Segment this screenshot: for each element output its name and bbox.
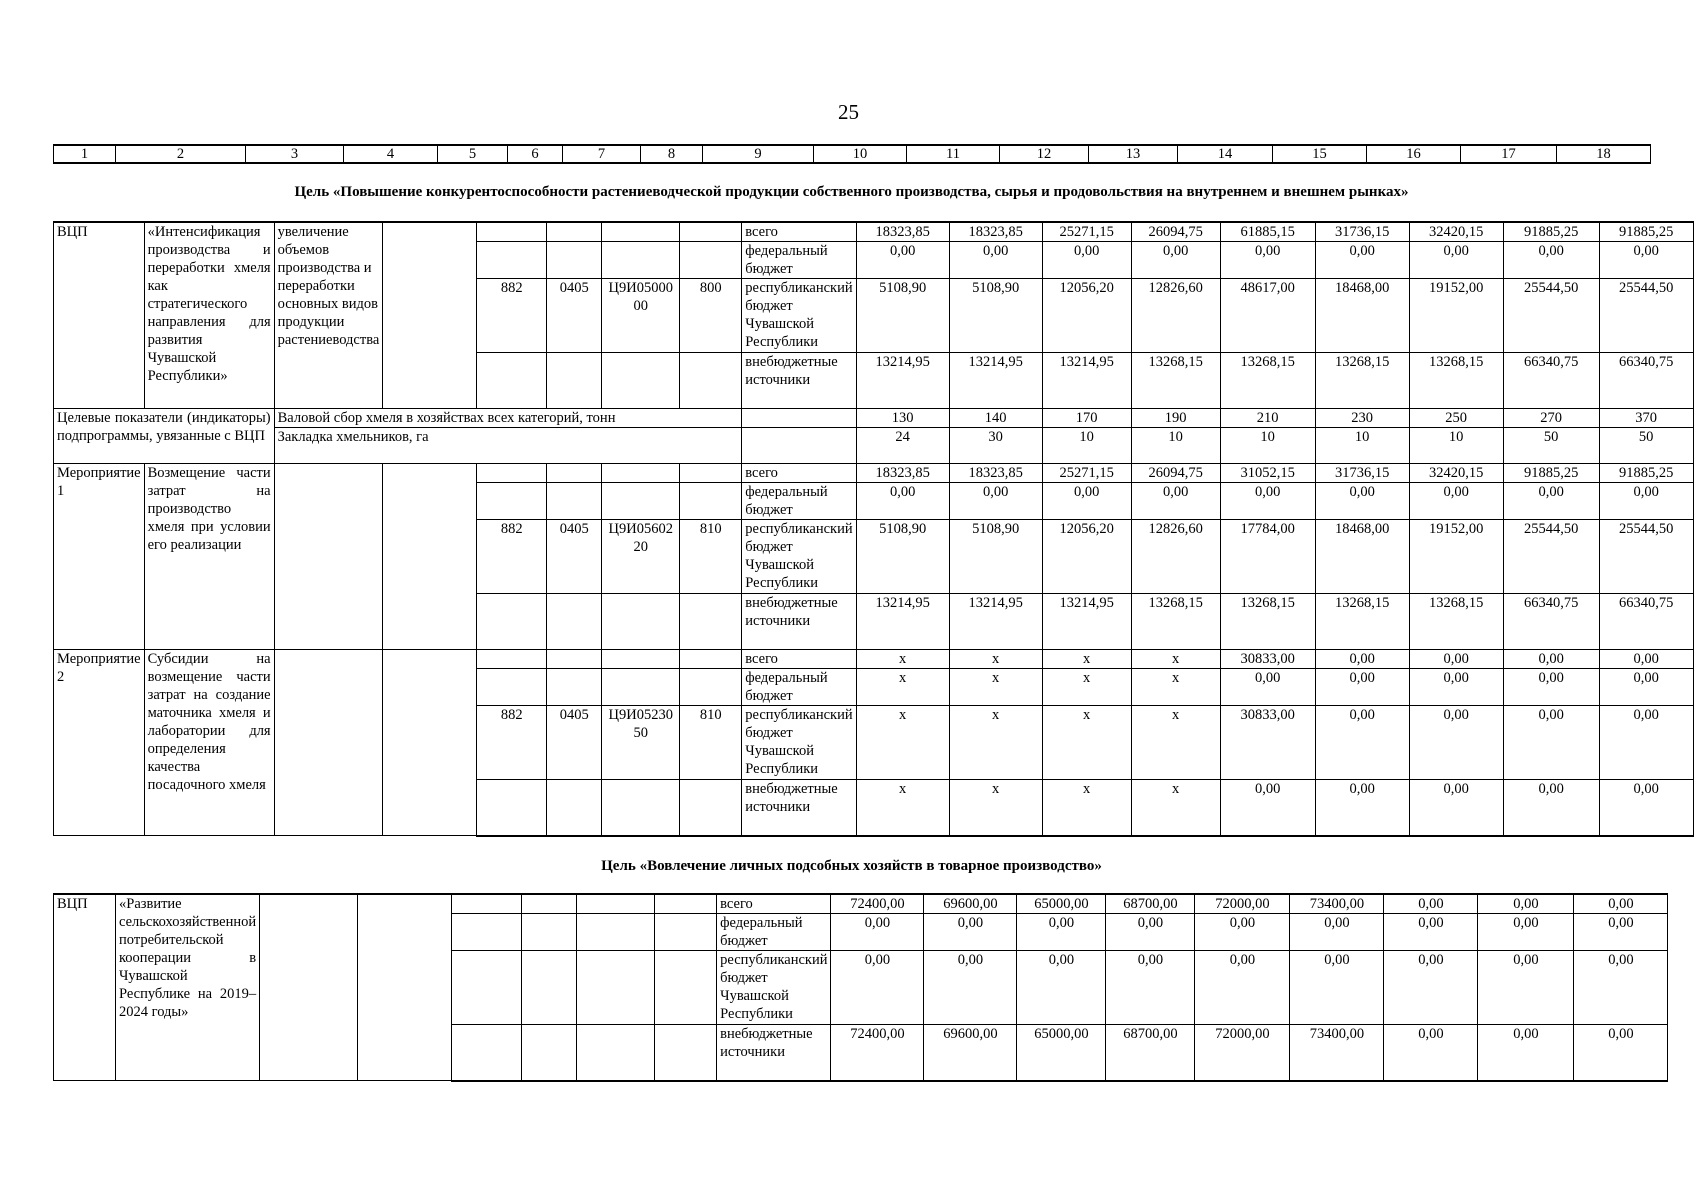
value-cell: 18323,85: [949, 464, 1042, 483]
value-cell: 19152,00: [1409, 520, 1503, 594]
value-cell: 12826,60: [1131, 520, 1220, 594]
value-cell: 0,00: [924, 914, 1017, 951]
empty-cell: [742, 428, 856, 464]
value-cell: 25271,15: [1042, 464, 1131, 483]
value-cell: 230: [1315, 409, 1409, 428]
value-cell: 13268,15: [1409, 594, 1503, 650]
code-cell: 0405: [547, 706, 602, 780]
code-cell: 0405: [547, 279, 602, 353]
column-number: 5: [438, 145, 508, 163]
source-label: республиканский бюджет Чувашской Республики: [742, 279, 856, 353]
value-cell: 32420,15: [1409, 464, 1503, 483]
empty-cell: [602, 464, 680, 483]
empty-cell: [547, 464, 602, 483]
value-cell: 0,00: [1042, 242, 1131, 279]
value-cell: 0,00: [1503, 780, 1599, 836]
value-cell: 0,00: [1315, 706, 1409, 780]
value-cell: 5108,90: [856, 279, 949, 353]
value-cell: 66340,75: [1599, 353, 1693, 409]
value-cell: 0,00: [831, 914, 924, 951]
row-name: «Развитие сельскохозяйственной потребительской кооперации в Чувашской Республике на 2019–2024 годы»: [116, 894, 260, 1081]
value-cell: 0,00: [1195, 914, 1290, 951]
value-cell: х: [1042, 780, 1131, 836]
value-cell: 18323,85: [856, 222, 949, 242]
row-kind: ВЦП: [54, 222, 145, 409]
value-cell: 25544,50: [1503, 520, 1599, 594]
value-cell: 0,00: [1503, 650, 1599, 669]
value-cell: 0,00: [1384, 951, 1478, 1025]
empty-cell: [274, 464, 383, 650]
empty-cell: [547, 222, 602, 242]
program-table-1: [53, 221, 1694, 837]
value-cell: 0,00: [1017, 951, 1106, 1025]
empty-cell: [602, 594, 680, 650]
empty-cell: [547, 780, 602, 836]
table-row: [54, 650, 1694, 669]
value-cell: 91885,25: [1503, 222, 1599, 242]
value-cell: 210: [1220, 409, 1315, 428]
empty-cell: [680, 780, 742, 836]
value-cell: 31052,15: [1220, 464, 1315, 483]
value-cell: 68700,00: [1106, 894, 1195, 914]
value-cell: 66340,75: [1503, 594, 1599, 650]
empty-cell: [602, 780, 680, 836]
value-cell: 0,00: [1315, 650, 1409, 669]
indicator-row: [54, 428, 1694, 464]
row-kind: Мероприятие 1: [54, 464, 145, 650]
value-cell: х: [949, 706, 1042, 780]
value-cell: 12826,60: [1131, 279, 1220, 353]
source-label: федеральный бюджет: [742, 669, 856, 706]
value-cell: х: [1131, 650, 1220, 669]
empty-cell: [547, 242, 602, 279]
value-cell: 0,00: [1042, 483, 1131, 520]
value-cell: 18323,85: [949, 222, 1042, 242]
value-cell: 0,00: [1290, 914, 1384, 951]
empty-cell: [680, 594, 742, 650]
value-cell: 0,00: [1131, 242, 1220, 279]
value-cell: 0,00: [1315, 483, 1409, 520]
value-cell: 26094,75: [1131, 464, 1220, 483]
value-cell: 0,00: [949, 242, 1042, 279]
value-cell: 91885,25: [1599, 464, 1693, 483]
empty-cell: [477, 353, 547, 409]
value-cell: 0,00: [1478, 914, 1574, 951]
empty-cell: [274, 650, 383, 836]
value-cell: 65000,00: [1017, 1025, 1106, 1081]
value-cell: х: [1042, 650, 1131, 669]
value-cell: 0,00: [1315, 780, 1409, 836]
value-cell: 0,00: [1220, 780, 1315, 836]
column-number: 8: [641, 145, 703, 163]
value-cell: 270: [1503, 409, 1599, 428]
value-cell: 0,00: [1574, 1025, 1668, 1081]
value-cell: 10: [1042, 428, 1131, 464]
column-number: 16: [1367, 145, 1461, 163]
value-cell: 0,00: [1599, 706, 1693, 780]
source-label: федеральный бюджет: [742, 483, 856, 520]
goal-heading-1: Цель «Повышение конкурентоспособности растениеводческой продукции собственного производства, сырья и продовольствия на внутреннем и внешнем рынках»: [294, 184, 1409, 200]
empty-cell: [477, 780, 547, 836]
value-cell: 30833,00: [1220, 706, 1315, 780]
column-number: 11: [907, 145, 1000, 163]
program-table-2: [53, 893, 1668, 1082]
column-number: 18: [1557, 145, 1651, 163]
column-number: 14: [1178, 145, 1273, 163]
value-cell: 72000,00: [1195, 894, 1290, 914]
value-cell: 0,00: [1409, 669, 1503, 706]
value-cell: х: [949, 669, 1042, 706]
value-cell: 0,00: [1384, 1025, 1478, 1081]
value-cell: 0,00: [1574, 951, 1668, 1025]
code-cell: 810: [680, 520, 742, 594]
value-cell: х: [1131, 780, 1220, 836]
code-cell: Ц9И0523050: [602, 706, 680, 780]
value-cell: 66340,75: [1599, 594, 1693, 650]
value-cell: 0,00: [1220, 242, 1315, 279]
source-label: федеральный бюджет: [742, 242, 856, 279]
row-kind: Мероприятие 2: [54, 650, 145, 836]
code-cell: 800: [680, 279, 742, 353]
value-cell: 0,00: [1409, 483, 1503, 520]
page-number: 25: [838, 100, 859, 124]
column-number: 13: [1089, 145, 1178, 163]
empty-cell: [680, 242, 742, 279]
value-cell: 0,00: [1017, 914, 1106, 951]
value-cell: 24: [856, 428, 949, 464]
value-cell: 0,00: [1478, 1025, 1574, 1081]
code-cell: 882: [477, 520, 547, 594]
empty-cell: [477, 669, 547, 706]
value-cell: 26094,75: [1131, 222, 1220, 242]
empty-cell: [602, 242, 680, 279]
column-number: 9: [703, 145, 814, 163]
value-cell: х: [1131, 706, 1220, 780]
value-cell: 48617,00: [1220, 279, 1315, 353]
empty-cell: [383, 222, 477, 409]
value-cell: 61885,15: [1220, 222, 1315, 242]
value-cell: 10: [1220, 428, 1315, 464]
value-cell: 13268,15: [1315, 594, 1409, 650]
empty-cell: [655, 894, 717, 914]
value-cell: 0,00: [1574, 914, 1668, 951]
source-label: внебюджетные источники: [742, 353, 856, 409]
value-cell: х: [856, 650, 949, 669]
empty-cell: [680, 464, 742, 483]
value-cell: 10: [1131, 428, 1220, 464]
table-row: [54, 894, 1668, 914]
value-cell: 0,00: [1503, 242, 1599, 279]
value-cell: 0,00: [1599, 242, 1693, 279]
value-cell: 65000,00: [1017, 894, 1106, 914]
empty-cell: [577, 914, 655, 951]
value-cell: 12056,20: [1042, 279, 1131, 353]
empty-cell: [680, 353, 742, 409]
value-cell: 72400,00: [831, 1025, 924, 1081]
value-cell: 0,00: [1290, 951, 1384, 1025]
empty-cell: [602, 353, 680, 409]
goal-heading-2: Цель «Вовлечение личных подсобных хозяйств в товарное производство»: [601, 858, 1102, 874]
column-number: 15: [1273, 145, 1367, 163]
value-cell: 0,00: [1503, 706, 1599, 780]
column-number: 4: [344, 145, 438, 163]
value-cell: 5108,90: [949, 279, 1042, 353]
value-cell: 0,00: [1409, 242, 1503, 279]
indicator-name: Валовой сбор хмеля в хозяйствах всех категорий, тонн: [274, 409, 742, 428]
empty-cell: [547, 650, 602, 669]
value-cell: х: [1042, 669, 1131, 706]
empty-cell: [655, 1025, 717, 1081]
value-cell: 0,00: [924, 951, 1017, 1025]
value-cell: 13268,15: [1131, 353, 1220, 409]
value-cell: 31736,15: [1315, 222, 1409, 242]
value-cell: 0,00: [1409, 780, 1503, 836]
value-cell: 0,00: [1574, 894, 1668, 914]
empty-cell: [522, 914, 577, 951]
empty-cell: [547, 594, 602, 650]
value-cell: 30833,00: [1220, 650, 1315, 669]
value-cell: 13268,15: [1409, 353, 1503, 409]
value-cell: 17784,00: [1220, 520, 1315, 594]
value-cell: 0,00: [1131, 483, 1220, 520]
row-name: Возмещение части затрат на производство хмеля при условии его реализации: [144, 464, 274, 650]
empty-cell: [577, 894, 655, 914]
value-cell: 69600,00: [924, 894, 1017, 914]
value-cell: 0,00: [1478, 951, 1574, 1025]
code-cell: 0405: [547, 520, 602, 594]
table-row: [54, 464, 1694, 483]
column-number: 1: [54, 145, 116, 163]
column-number: 12: [1000, 145, 1089, 163]
column-header-table: [53, 144, 1651, 164]
empty-cell: [383, 650, 477, 836]
value-cell: 0,00: [1315, 242, 1409, 279]
value-cell: 91885,25: [1503, 464, 1599, 483]
indicator-row: [54, 409, 1694, 428]
value-cell: 13214,95: [949, 594, 1042, 650]
column-numbers-row: [54, 145, 1651, 163]
empty-cell: [522, 1025, 577, 1081]
value-cell: 0,00: [1106, 951, 1195, 1025]
value-cell: х: [949, 780, 1042, 836]
value-cell: 12056,20: [1042, 520, 1131, 594]
source-label: республиканский бюджет Чувашской Республики: [742, 706, 856, 780]
code-cell: Ц9И0560220: [602, 520, 680, 594]
row-kind: ВЦП: [54, 894, 116, 1081]
code-cell: 810: [680, 706, 742, 780]
value-cell: 140: [949, 409, 1042, 428]
value-cell: 10: [1315, 428, 1409, 464]
table-row: [54, 222, 1694, 242]
empty-cell: [577, 1025, 655, 1081]
source-label: внебюджетные источники: [742, 780, 856, 836]
source-label: всего: [717, 894, 831, 914]
value-cell: 13214,95: [1042, 594, 1131, 650]
value-cell: 73400,00: [1290, 894, 1384, 914]
value-cell: 10: [1409, 428, 1503, 464]
value-cell: 0,00: [856, 483, 949, 520]
empty-cell: [680, 669, 742, 706]
source-label: всего: [742, 650, 856, 669]
column-number: 3: [246, 145, 344, 163]
value-cell: 32420,15: [1409, 222, 1503, 242]
value-cell: 13214,95: [856, 353, 949, 409]
value-cell: 0,00: [1384, 914, 1478, 951]
value-cell: 50: [1503, 428, 1599, 464]
empty-cell: [383, 464, 477, 650]
value-cell: 13214,95: [856, 594, 949, 650]
value-cell: 25271,15: [1042, 222, 1131, 242]
value-cell: 19152,00: [1409, 279, 1503, 353]
value-cell: х: [856, 780, 949, 836]
column-number: 7: [563, 145, 641, 163]
value-cell: 72000,00: [1195, 1025, 1290, 1081]
empty-cell: [547, 483, 602, 520]
value-cell: 73400,00: [1290, 1025, 1384, 1081]
column-number: 17: [1461, 145, 1557, 163]
value-cell: 13268,15: [1220, 594, 1315, 650]
code-cell: Ц9И0500000: [602, 279, 680, 353]
value-cell: х: [949, 650, 1042, 669]
empty-cell: [602, 483, 680, 520]
value-cell: 18468,00: [1315, 279, 1409, 353]
value-cell: 5108,90: [856, 520, 949, 594]
empty-cell: [742, 409, 856, 428]
code-cell: 882: [477, 706, 547, 780]
value-cell: х: [856, 669, 949, 706]
empty-cell: [452, 951, 522, 1025]
empty-cell: [522, 951, 577, 1025]
value-cell: 91885,25: [1599, 222, 1693, 242]
value-cell: 0,00: [1599, 780, 1693, 836]
empty-cell: [477, 594, 547, 650]
value-cell: 50: [1599, 428, 1693, 464]
indicator-name: Закладка хмельников, га: [274, 428, 742, 464]
row-name: Субсидии на возмещение части затрат на создание маточника хмеля и лаборатории для определения качества посадочного хмеля: [144, 650, 274, 836]
empty-cell: [477, 483, 547, 520]
source-label: всего: [742, 464, 856, 483]
empty-cell: [452, 914, 522, 951]
value-cell: 170: [1042, 409, 1131, 428]
empty-cell: [655, 951, 717, 1025]
value-cell: 0,00: [1220, 483, 1315, 520]
source-label: внебюджетные источники: [742, 594, 856, 650]
value-cell: 190: [1131, 409, 1220, 428]
empty-cell: [577, 951, 655, 1025]
value-cell: 25544,50: [1599, 279, 1693, 353]
value-cell: 0,00: [1384, 894, 1478, 914]
value-cell: 0,00: [1106, 914, 1195, 951]
code-cell: 882: [477, 279, 547, 353]
value-cell: 72400,00: [831, 894, 924, 914]
value-cell: 0,00: [831, 951, 924, 1025]
value-cell: 0,00: [1599, 650, 1693, 669]
value-cell: 13268,15: [1131, 594, 1220, 650]
value-cell: 0,00: [1220, 669, 1315, 706]
value-cell: 30: [949, 428, 1042, 464]
empty-cell: [655, 914, 717, 951]
row-goal: увеличение объемов производства и переработки основных видов продукции растениеводства: [274, 222, 383, 409]
value-cell: 0,00: [1315, 669, 1409, 706]
empty-cell: [547, 669, 602, 706]
value-cell: 13268,15: [1220, 353, 1315, 409]
value-cell: х: [1042, 706, 1131, 780]
value-cell: 31736,15: [1315, 464, 1409, 483]
value-cell: 0,00: [1503, 669, 1599, 706]
value-cell: 0,00: [1409, 650, 1503, 669]
value-cell: х: [856, 706, 949, 780]
value-cell: 0,00: [856, 242, 949, 279]
value-cell: 130: [856, 409, 949, 428]
value-cell: 25544,50: [1503, 279, 1599, 353]
empty-cell: [358, 894, 452, 1081]
empty-cell: [477, 222, 547, 242]
value-cell: 250: [1409, 409, 1503, 428]
value-cell: 13214,95: [949, 353, 1042, 409]
value-cell: 0,00: [1409, 706, 1503, 780]
empty-cell: [522, 894, 577, 914]
value-cell: 18323,85: [856, 464, 949, 483]
value-cell: 370: [1599, 409, 1693, 428]
empty-cell: [477, 650, 547, 669]
source-label: республиканский бюджет Чувашской Республики: [717, 951, 831, 1025]
value-cell: 0,00: [1195, 951, 1290, 1025]
value-cell: 25544,50: [1599, 520, 1693, 594]
empty-cell: [680, 222, 742, 242]
empty-cell: [602, 222, 680, 242]
value-cell: х: [1131, 669, 1220, 706]
empty-cell: [477, 242, 547, 279]
column-number: 6: [508, 145, 563, 163]
value-cell: 13268,15: [1315, 353, 1409, 409]
empty-cell: [452, 894, 522, 914]
indicators-label: Целевые показатели (индикаторы) подпрограммы, увязанные с ВЦП: [54, 409, 275, 464]
column-number: 2: [116, 145, 246, 163]
value-cell: 5108,90: [949, 520, 1042, 594]
empty-cell: [260, 894, 358, 1081]
value-cell: 0,00: [1599, 669, 1693, 706]
empty-cell: [680, 483, 742, 520]
source-label: всего: [742, 222, 856, 242]
empty-cell: [680, 650, 742, 669]
row-name: «Интенсификация производства и переработки хмеля как стратегического направления для развития Чувашской Республики»: [144, 222, 274, 409]
value-cell: 69600,00: [924, 1025, 1017, 1081]
column-number: 10: [814, 145, 907, 163]
value-cell: 68700,00: [1106, 1025, 1195, 1081]
source-label: внебюджетные источники: [717, 1025, 831, 1081]
value-cell: 0,00: [1503, 483, 1599, 520]
empty-cell: [602, 669, 680, 706]
empty-cell: [602, 650, 680, 669]
empty-cell: [547, 353, 602, 409]
value-cell: 0,00: [949, 483, 1042, 520]
empty-cell: [477, 464, 547, 483]
value-cell: 13214,95: [1042, 353, 1131, 409]
value-cell: 66340,75: [1503, 353, 1599, 409]
empty-cell: [452, 1025, 522, 1081]
value-cell: 0,00: [1478, 894, 1574, 914]
source-label: федеральный бюджет: [717, 914, 831, 951]
source-label: республиканский бюджет Чувашской Республики: [742, 520, 856, 594]
value-cell: 18468,00: [1315, 520, 1409, 594]
value-cell: 0,00: [1599, 483, 1693, 520]
